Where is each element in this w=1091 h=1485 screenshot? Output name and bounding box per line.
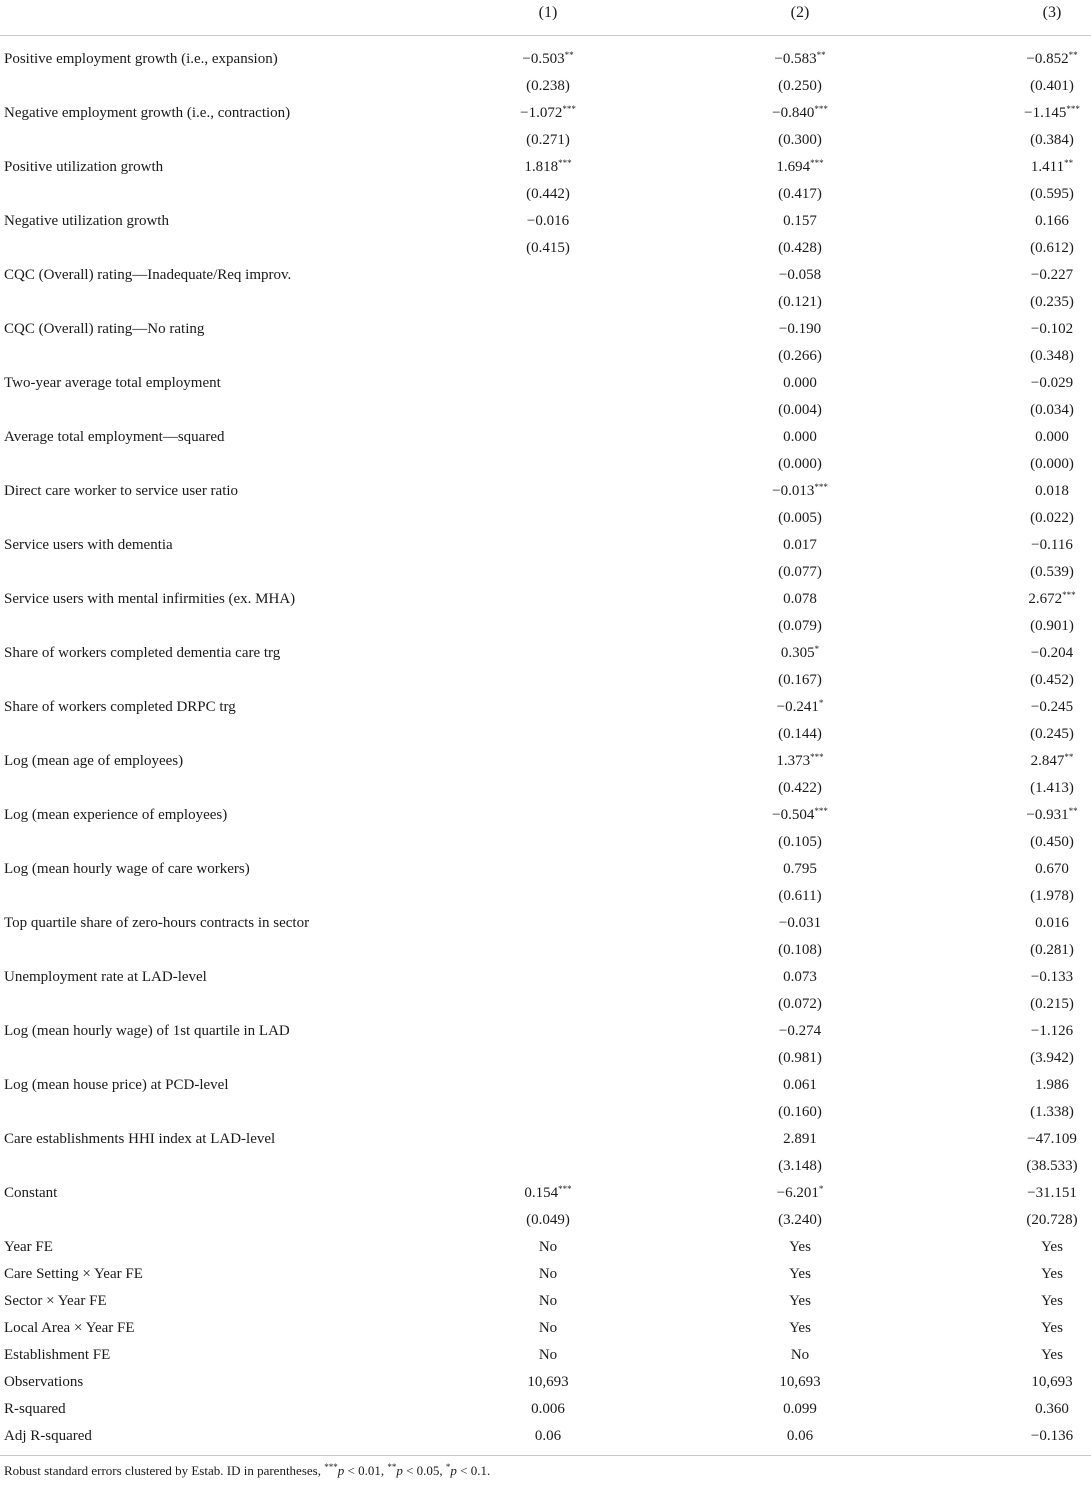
cell-col-3: 0.016 xyxy=(1035,915,1069,931)
cell-col-2: No xyxy=(790,1347,810,1363)
table-row-standard-error xyxy=(0,73,1091,100)
cell-col-2: (0.105) xyxy=(778,834,822,850)
cell-col-2: 10,693 xyxy=(779,1374,821,1390)
cell-col-3: 2.672*** xyxy=(1028,590,1076,607)
table-row xyxy=(0,586,1091,613)
cell-col-3: (0.245) xyxy=(1030,726,1074,742)
cell-col-2: (0.004) xyxy=(778,402,822,418)
cell-col-3: (0.235) xyxy=(1030,294,1074,310)
table-row xyxy=(0,856,1091,883)
cell-col-3: Yes xyxy=(1041,1239,1063,1255)
table-row-standard-error xyxy=(0,451,1091,478)
cell-col-2: −0.274 xyxy=(778,1023,822,1039)
table-row-standard-error xyxy=(0,397,1091,424)
row-label: Care establishments HHI index at LAD-level xyxy=(4,1131,276,1147)
row-label: CQC (Overall) rating—Inadequate/Req improv. xyxy=(4,267,292,283)
table-row xyxy=(0,1261,1091,1288)
cell-col-3: (0.022) xyxy=(1030,510,1074,526)
cell-col-3: 10,693 xyxy=(1031,1374,1073,1390)
cell-col-2: (0.611) xyxy=(778,888,822,904)
cell-col-3: 2.847** xyxy=(1030,752,1074,769)
cell-col-3: (0.595) xyxy=(1030,186,1074,202)
cell-col-3: −0.852** xyxy=(1026,50,1078,67)
cell-col-3: Yes xyxy=(1041,1266,1063,1282)
cell-col-2: (0.079) xyxy=(778,618,822,634)
cell-col-2: −0.013*** xyxy=(772,482,828,499)
table-row-standard-error xyxy=(0,991,1091,1018)
table-row xyxy=(0,1342,1091,1369)
cell-col-3: (0.452) xyxy=(1030,672,1074,688)
cell-col-3: (0.034) xyxy=(1030,402,1074,418)
table-row xyxy=(0,964,1091,991)
row-label: Two-year average total employment xyxy=(4,375,221,391)
cell-col-3: (1.978) xyxy=(1030,888,1074,904)
cell-col-3: −0.931** xyxy=(1026,806,1078,823)
row-label: Share of workers completed dementia care trg xyxy=(4,645,281,661)
row-label: Unemployment rate at LAD-level xyxy=(4,969,207,985)
cell-col-3: (3.942) xyxy=(1030,1050,1074,1066)
column-header-1: (1) xyxy=(538,4,558,21)
table-row xyxy=(0,1180,1091,1207)
table-row-standard-error xyxy=(0,235,1091,262)
cell-col-2: Yes xyxy=(789,1239,811,1255)
row-label: Service users with dementia xyxy=(4,537,173,553)
cell-col-2: −0.583** xyxy=(774,50,826,67)
table-row xyxy=(0,802,1091,829)
table-row-standard-error xyxy=(0,1099,1091,1126)
cell-col-2: (0.250) xyxy=(778,78,822,94)
cell-col-2: (0.072) xyxy=(778,996,822,1012)
cell-col-2: 0.099 xyxy=(783,1401,817,1417)
table-row xyxy=(0,262,1091,289)
cell-col-3: −0.136 xyxy=(1030,1428,1074,1444)
cell-col-2: (0.417) xyxy=(778,186,822,202)
cell-col-3: 1.986 xyxy=(1035,1077,1069,1093)
cell-col-2: −0.241* xyxy=(776,698,824,715)
cell-col-2: 0.017 xyxy=(783,537,817,553)
cell-col-2: (0.121) xyxy=(778,294,822,310)
cell-col-1: 0.006 xyxy=(531,1401,565,1417)
cell-col-3: 0.360 xyxy=(1035,1401,1069,1417)
table-bottom-rule xyxy=(0,1455,1091,1456)
cell-col-2: 0.061 xyxy=(783,1077,817,1093)
cell-col-2: −0.031 xyxy=(778,915,822,931)
cell-col-3: (0.215) xyxy=(1030,996,1074,1012)
cell-col-2: (0.005) xyxy=(778,510,822,526)
cell-col-3: −0.116 xyxy=(1031,537,1073,553)
cell-col-3: (0.612) xyxy=(1030,240,1074,256)
table-row-standard-error xyxy=(0,1207,1091,1234)
row-label: Average total employment—squared xyxy=(4,429,225,445)
column-header-3: (3) xyxy=(1042,4,1062,21)
row-label: Negative utilization growth xyxy=(4,213,169,229)
cell-col-3: 0.000 xyxy=(1035,429,1069,445)
cell-col-1: (0.049) xyxy=(526,1212,570,1228)
cell-col-2: −0.504*** xyxy=(772,806,828,823)
cell-col-1: −0.503** xyxy=(522,50,574,67)
row-label: Year FE xyxy=(4,1239,53,1255)
table-row-standard-error xyxy=(0,289,1091,316)
row-label: Share of workers completed DRPC trg xyxy=(4,699,236,715)
cell-col-3: 1.411** xyxy=(1030,158,1074,175)
cell-col-1: (0.238) xyxy=(526,78,570,94)
cell-col-2: Yes xyxy=(789,1293,811,1309)
cell-col-1: −1.072*** xyxy=(520,104,576,121)
cell-col-3: (0.539) xyxy=(1030,564,1074,580)
table-row-standard-error xyxy=(0,883,1091,910)
table-row xyxy=(0,370,1091,397)
row-label: Positive employment growth (i.e., expansion) xyxy=(4,51,278,67)
cell-col-2: 1.373*** xyxy=(776,752,824,769)
table-row xyxy=(0,640,1091,667)
table-row xyxy=(0,910,1091,937)
row-label: Service users with mental infirmities (ex. MHA) xyxy=(4,591,296,607)
table-row xyxy=(0,1126,1091,1153)
cell-col-3: (0.450) xyxy=(1030,834,1074,850)
cell-col-3: 0.018 xyxy=(1035,483,1069,499)
row-label: Negative employment growth (i.e., contraction) xyxy=(4,105,291,121)
table-row xyxy=(0,748,1091,775)
table-row xyxy=(0,1234,1091,1261)
cell-col-2: 0.000 xyxy=(783,375,817,391)
row-label: Log (mean house price) at PCD-level xyxy=(4,1077,229,1093)
cell-col-3: (0.384) xyxy=(1030,132,1074,148)
cell-col-3: −47.109 xyxy=(1027,1131,1077,1147)
table-row xyxy=(0,154,1091,181)
cell-col-2: (0.300) xyxy=(778,132,822,148)
cell-col-3: (0.000) xyxy=(1030,456,1074,472)
table-header xyxy=(0,0,1091,36)
table-row xyxy=(0,478,1091,505)
table-row xyxy=(0,1423,1091,1450)
cell-col-1: 1.818*** xyxy=(524,158,572,175)
cell-col-3: Yes xyxy=(1041,1347,1063,1363)
cell-col-2: 0.795 xyxy=(783,861,817,877)
cell-col-3: (38.533) xyxy=(1026,1158,1078,1174)
cell-col-3: 0.166 xyxy=(1035,213,1069,229)
cell-col-2: (0.000) xyxy=(778,456,822,472)
table-row-standard-error xyxy=(0,775,1091,802)
row-label: Care Setting × Year FE xyxy=(4,1266,143,1282)
table-row xyxy=(0,424,1091,451)
cell-col-2: (0.160) xyxy=(778,1104,822,1120)
table-row-standard-error xyxy=(0,613,1091,640)
cell-col-3: −0.133 xyxy=(1030,969,1074,985)
cell-col-2: (3.240) xyxy=(778,1212,822,1228)
cell-col-2: (0.422) xyxy=(778,780,822,796)
table-row xyxy=(0,532,1091,559)
table-row xyxy=(0,694,1091,721)
cell-col-2: Yes xyxy=(789,1266,811,1282)
table-row xyxy=(0,1018,1091,1045)
table-row-standard-error xyxy=(0,721,1091,748)
table-row-standard-error xyxy=(0,559,1091,586)
table-row xyxy=(0,316,1091,343)
table-row xyxy=(0,1288,1091,1315)
row-label: CQC (Overall) rating—No rating xyxy=(4,321,205,337)
cell-col-3: −0.227 xyxy=(1030,267,1074,283)
cell-col-2: (0.981) xyxy=(778,1050,822,1066)
cell-col-1: 0.06 xyxy=(534,1428,562,1444)
cell-col-3: −0.204 xyxy=(1030,645,1074,661)
cell-col-3: (0.401) xyxy=(1030,78,1074,94)
cell-col-1: No xyxy=(538,1239,558,1255)
cell-col-2: −0.190 xyxy=(778,321,822,337)
cell-col-3: −0.102 xyxy=(1030,321,1074,337)
row-label: R-squared xyxy=(4,1401,66,1417)
table-row xyxy=(0,46,1091,73)
table-row-standard-error xyxy=(0,181,1091,208)
cell-col-2: −0.058 xyxy=(778,267,822,283)
cell-col-2: 1.694*** xyxy=(776,158,824,175)
cell-col-1: No xyxy=(538,1320,558,1336)
cell-col-1: (0.442) xyxy=(526,186,570,202)
table-row-standard-error xyxy=(0,127,1091,154)
cell-col-2: (3.148) xyxy=(778,1158,822,1174)
cell-col-1: (0.271) xyxy=(526,132,570,148)
table-row xyxy=(0,208,1091,235)
table-row xyxy=(0,100,1091,127)
table-row-standard-error xyxy=(0,1045,1091,1072)
table-row-standard-error xyxy=(0,1153,1091,1180)
column-header-2: (2) xyxy=(790,4,810,21)
cell-col-2: (0.108) xyxy=(778,942,822,958)
cell-col-3: (1.413) xyxy=(1030,780,1074,796)
cell-col-2: −0.840*** xyxy=(772,104,828,121)
cell-col-3: (1.338) xyxy=(1030,1104,1074,1120)
table-row-standard-error xyxy=(0,343,1091,370)
row-label: Constant xyxy=(4,1185,58,1201)
cell-col-2: 0.157 xyxy=(783,213,817,229)
cell-col-1: −0.016 xyxy=(526,213,570,229)
row-label: Positive utilization growth xyxy=(4,159,164,175)
row-label: Observations xyxy=(4,1374,84,1390)
cell-col-2: −6.201* xyxy=(776,1184,824,1201)
table-row xyxy=(0,1072,1091,1099)
table-row-standard-error xyxy=(0,505,1091,532)
row-label: Log (mean age of employees) xyxy=(4,753,184,769)
cell-col-1: No xyxy=(538,1293,558,1309)
cell-col-2: (0.077) xyxy=(778,564,822,580)
table-footnote: Robust standard errors clustered by Estab. ID in parentheses, ***p < 0.01, **p < 0.05, *p < 0.1. xyxy=(4,1462,491,1478)
row-label: Log (mean hourly wage of care workers) xyxy=(4,861,250,877)
cell-col-2: (0.428) xyxy=(778,240,822,256)
cell-col-2: 2.891 xyxy=(783,1131,817,1147)
row-label: Log (mean experience of employees) xyxy=(4,807,228,823)
table-row-standard-error xyxy=(0,937,1091,964)
cell-col-2: (0.167) xyxy=(778,672,822,688)
cell-col-3: (20.728) xyxy=(1026,1212,1078,1228)
table-row xyxy=(0,1396,1091,1423)
cell-col-3: 0.670 xyxy=(1035,861,1069,877)
table-row xyxy=(0,1369,1091,1396)
cell-col-2: (0.144) xyxy=(778,726,822,742)
cell-col-2: Yes xyxy=(789,1320,811,1336)
cell-col-1: 0.154*** xyxy=(524,1184,572,1201)
row-label: Log (mean hourly wage) of 1st quartile in LAD xyxy=(4,1023,290,1039)
cell-col-2: 0.06 xyxy=(786,1428,814,1444)
cell-col-3: (0.348) xyxy=(1030,348,1074,364)
row-label: Direct care worker to service user ratio xyxy=(4,483,239,499)
cell-col-3: Yes xyxy=(1041,1320,1063,1336)
cell-col-3: −0.245 xyxy=(1030,699,1074,715)
cell-col-3: −0.029 xyxy=(1030,375,1074,391)
row-label: Establishment FE xyxy=(4,1347,111,1363)
cell-col-3: −31.151 xyxy=(1027,1185,1077,1201)
cell-col-2: 0.073 xyxy=(783,969,817,985)
row-label: Adj R-squared xyxy=(4,1428,92,1444)
cell-col-1: No xyxy=(538,1347,558,1363)
table-row-standard-error xyxy=(0,667,1091,694)
row-label: Local Area × Year FE xyxy=(4,1320,135,1336)
cell-col-3: −1.126 xyxy=(1030,1023,1074,1039)
cell-col-2: 0.078 xyxy=(783,591,817,607)
table-row-standard-error xyxy=(0,829,1091,856)
cell-col-3: (0.281) xyxy=(1030,942,1074,958)
cell-col-2: 0.305* xyxy=(780,644,820,661)
cell-col-2: 0.000 xyxy=(783,429,817,445)
row-label: Sector × Year FE xyxy=(4,1293,107,1309)
cell-col-3: (0.901) xyxy=(1030,618,1074,634)
row-label: Top quartile share of zero-hours contracts in sector xyxy=(4,915,310,931)
cell-col-1: 10,693 xyxy=(527,1374,569,1390)
table-row xyxy=(0,1315,1091,1342)
cell-col-1: (0.415) xyxy=(526,240,570,256)
cell-col-3: −1.145*** xyxy=(1024,104,1080,121)
cell-col-3: Yes xyxy=(1041,1293,1063,1309)
cell-col-1: No xyxy=(538,1266,558,1282)
cell-col-2: (0.266) xyxy=(778,348,822,364)
